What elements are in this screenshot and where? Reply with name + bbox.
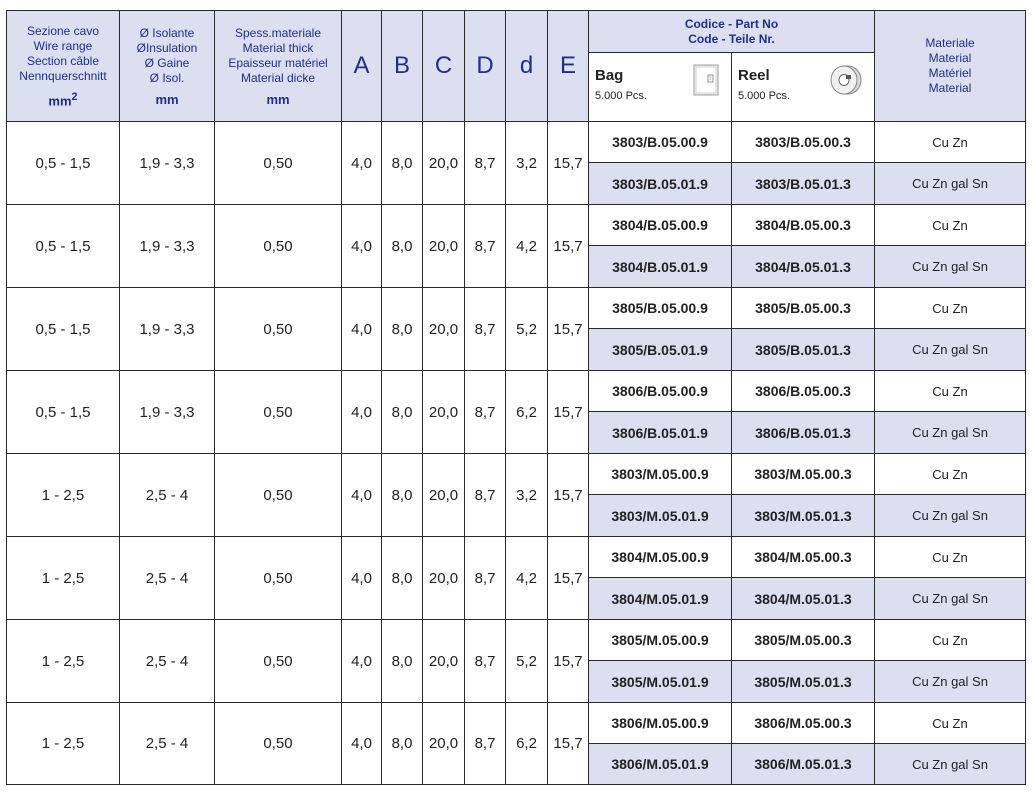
- reel-part-number: 3803/B.05.00.3: [732, 122, 875, 163]
- insulation-cell: 1,9 - 3,3: [120, 122, 215, 205]
- dim-d-cell: 8,7: [465, 371, 506, 454]
- reel-part-number: 3806/M.05.00.3: [732, 703, 875, 744]
- material-cell: Cu Zn: [875, 620, 1026, 661]
- insulation-cell: 1,9 - 3,3: [120, 288, 215, 371]
- bag-part-number: 3806/M.05.01.9: [589, 744, 732, 785]
- dim-d-small-cell: 5,2: [506, 288, 548, 371]
- dim-c-cell: 20,0: [423, 703, 465, 785]
- thickness-cell: 0,50: [215, 371, 342, 454]
- table-row: [7, 454, 1026, 495]
- dim-a-cell: 4,0: [342, 703, 382, 785]
- product-spec-table: [6, 10, 1026, 785]
- reel-part-number: 3805/B.05.01.3: [732, 329, 875, 371]
- header-dim-c: C: [423, 11, 465, 122]
- insulation-cell: 2,5 - 4: [120, 537, 215, 620]
- dim-b-cell: 8,0: [382, 371, 423, 454]
- material-cell: Cu Zn: [875, 205, 1026, 246]
- thickness-cell: 0,50: [215, 454, 342, 537]
- dim-a-cell: 4,0: [342, 371, 382, 454]
- dim-a-cell: 4,0: [342, 620, 382, 703]
- dim-d-small-cell: 4,2: [506, 205, 548, 288]
- bag-icon: [691, 63, 721, 97]
- bag-part-number: 3804/M.05.01.9: [589, 578, 732, 620]
- dim-d-small-cell: 6,2: [506, 371, 548, 454]
- dim-a-cell: 4,0: [342, 122, 382, 205]
- dim-d-cell: 8,7: [465, 620, 506, 703]
- reel-part-number: 3804/M.05.00.3: [732, 537, 875, 578]
- header-wire-range: Sezione cavo Wire range Section câble Nennquerschnitt $mm^2$: [7, 11, 120, 122]
- table-row: [7, 620, 1026, 661]
- dim-c-cell: 20,0: [423, 454, 465, 537]
- header-bag: Bag 5.000 Pcs.: [589, 53, 732, 122]
- thickness-cell: 0,50: [215, 122, 342, 205]
- dim-d-cell: 8,7: [465, 122, 506, 205]
- header-dim-e: E: [548, 11, 589, 122]
- material-cell: Cu Zn gal Sn: [875, 246, 1026, 288]
- table-row: [7, 703, 1026, 744]
- bag-part-number: 3805/B.05.00.9: [589, 288, 732, 329]
- insulation-cell: 2,5 - 4: [120, 703, 215, 785]
- dim-e-cell: 15,7: [548, 371, 589, 454]
- reel-part-number: 3804/B.05.00.3: [732, 205, 875, 246]
- insulation-cell: 2,5 - 4: [120, 454, 215, 537]
- dim-b-cell: 8,0: [382, 288, 423, 371]
- header-part-no: Codice - Part No Code - Teile Nr.: [589, 11, 875, 53]
- header-material: Materiale Material Matériel Material: [875, 11, 1026, 122]
- material-cell: Cu Zn gal Sn: [875, 412, 1026, 454]
- dim-c-cell: 20,0: [423, 371, 465, 454]
- dim-a-cell: 4,0: [342, 288, 382, 371]
- wire-range-cell: 0,5 - 1,5: [7, 205, 120, 288]
- header-dim-a: A: [342, 11, 382, 122]
- thickness-cell: 0,50: [215, 537, 342, 620]
- material-cell: Cu Zn: [875, 122, 1026, 163]
- thickness-cell: 0,50: [215, 620, 342, 703]
- dim-b-cell: 8,0: [382, 454, 423, 537]
- dim-b-cell: 8,0: [382, 122, 423, 205]
- header-insulation: Ø Isolante ØInsulation Ø Gaine Ø Isol. mm: [120, 11, 215, 122]
- dim-e-cell: 15,7: [548, 122, 589, 205]
- dim-a-cell: 4,0: [342, 205, 382, 288]
- table-row: [7, 537, 1026, 578]
- dim-d-cell: 8,7: [465, 537, 506, 620]
- reel-part-number: 3805/B.05.00.3: [732, 288, 875, 329]
- table-row: [7, 288, 1026, 329]
- dim-e-cell: 15,7: [548, 537, 589, 620]
- dim-e-cell: 15,7: [548, 620, 589, 703]
- bag-part-number: 3805/M.05.00.9: [589, 620, 732, 661]
- dim-c-cell: 20,0: [423, 620, 465, 703]
- dim-d-cell: 8,7: [465, 703, 506, 785]
- bag-part-number: 3803/B.05.00.9: [589, 122, 732, 163]
- table-row: [7, 205, 1026, 246]
- material-cell: Cu Zn gal Sn: [875, 495, 1026, 537]
- dim-e-cell: 15,7: [548, 288, 589, 371]
- reel-part-number: 3803/M.05.01.3: [732, 495, 875, 537]
- reel-part-number: 3805/M.05.00.3: [732, 620, 875, 661]
- table-row: [7, 122, 1026, 163]
- thickness-cell: 0,50: [215, 703, 342, 785]
- reel-part-number: 3803/B.05.01.3: [732, 163, 875, 205]
- wire-range-cell: 1 - 2,5: [7, 620, 120, 703]
- dim-b-cell: 8,0: [382, 703, 423, 785]
- bag-part-number: 3805/M.05.01.9: [589, 661, 732, 703]
- wire-range-cell: 0,5 - 1,5: [7, 122, 120, 205]
- thickness-cell: 0,50: [215, 205, 342, 288]
- dim-c-cell: 20,0: [423, 122, 465, 205]
- dim-c-cell: 20,0: [423, 205, 465, 288]
- bag-part-number: 3806/M.05.00.9: [589, 703, 732, 744]
- material-cell: Cu Zn gal Sn: [875, 329, 1026, 371]
- dim-d-cell: 8,7: [465, 288, 506, 371]
- reel-part-number: 3804/M.05.01.3: [732, 578, 875, 620]
- dim-b-cell: 8,0: [382, 620, 423, 703]
- reel-part-number: 3804/B.05.01.3: [732, 246, 875, 288]
- wire-range-cell: 1 - 2,5: [7, 454, 120, 537]
- header-thickness: Spess.materiale Material thick Epaisseur matériel Material dicke mm: [215, 11, 342, 122]
- reel-part-number: 3806/M.05.01.3: [732, 744, 875, 785]
- dim-d-small-cell: 3,2: [506, 122, 548, 205]
- bag-part-number: 3806/B.05.01.9: [589, 412, 732, 454]
- dim-c-cell: 20,0: [423, 537, 465, 620]
- bag-part-number: 3806/B.05.00.9: [589, 371, 732, 412]
- dim-e-cell: 15,7: [548, 454, 589, 537]
- bag-part-number: 3803/B.05.01.9: [589, 163, 732, 205]
- wire-range-cell: 0,5 - 1,5: [7, 371, 120, 454]
- material-cell: Cu Zn gal Sn: [875, 163, 1026, 205]
- dim-e-cell: 15,7: [548, 703, 589, 785]
- thickness-cell: 0,50: [215, 288, 342, 371]
- reel-icon: [828, 63, 864, 97]
- dim-b-cell: 8,0: [382, 537, 423, 620]
- material-cell: Cu Zn: [875, 288, 1026, 329]
- header-dim-d-small: d: [506, 11, 548, 122]
- dim-a-cell: 4,0: [342, 454, 382, 537]
- dim-d-cell: 8,7: [465, 454, 506, 537]
- spec-table-body: [7, 122, 1026, 785]
- dim-d-small-cell: 4,2: [506, 537, 548, 620]
- wire-range-cell: 0,5 - 1,5: [7, 288, 120, 371]
- reel-part-number: 3805/M.05.01.3: [732, 661, 875, 703]
- reel-part-number: 3806/B.05.00.3: [732, 371, 875, 412]
- material-cell: Cu Zn: [875, 703, 1026, 744]
- dim-a-cell: 4,0: [342, 537, 382, 620]
- bag-part-number: 3803/M.05.00.9: [589, 454, 732, 495]
- insulation-cell: 1,9 - 3,3: [120, 205, 215, 288]
- reel-part-number: 3806/B.05.01.3: [732, 412, 875, 454]
- header-reel: Reel 5.000 Pcs.: [732, 53, 875, 122]
- material-cell: Cu Zn: [875, 454, 1026, 495]
- reel-part-number: 3803/M.05.00.3: [732, 454, 875, 495]
- bag-part-number: 3804/M.05.00.9: [589, 537, 732, 578]
- material-cell: Cu Zn gal Sn: [875, 661, 1026, 703]
- material-cell: Cu Zn gal Sn: [875, 578, 1026, 620]
- dim-d-small-cell: 3,2: [506, 454, 548, 537]
- bag-part-number: 3804/B.05.01.9: [589, 246, 732, 288]
- material-cell: Cu Zn: [875, 537, 1026, 578]
- dim-b-cell: 8,0: [382, 205, 423, 288]
- dim-d-cell: 8,7: [465, 205, 506, 288]
- insulation-cell: 1,9 - 3,3: [120, 371, 215, 454]
- wire-range-cell: 1 - 2,5: [7, 703, 120, 785]
- table-row: [7, 371, 1026, 412]
- dim-c-cell: 20,0: [423, 288, 465, 371]
- material-cell: Cu Zn: [875, 371, 1026, 412]
- dim-d-small-cell: 5,2: [506, 620, 548, 703]
- bag-part-number: 3804/B.05.00.9: [589, 205, 732, 246]
- header-dim-d: D: [465, 11, 506, 122]
- insulation-cell: 2,5 - 4: [120, 620, 215, 703]
- dim-d-small-cell: 6,2: [506, 703, 548, 785]
- bag-part-number: 3803/M.05.01.9: [589, 495, 732, 537]
- bag-part-number: 3805/B.05.01.9: [589, 329, 732, 371]
- dim-e-cell: 15,7: [548, 205, 589, 288]
- wire-range-cell: 1 - 2,5: [7, 537, 120, 620]
- material-cell: Cu Zn gal Sn: [875, 744, 1026, 785]
- header-dim-b: B: [382, 11, 423, 122]
